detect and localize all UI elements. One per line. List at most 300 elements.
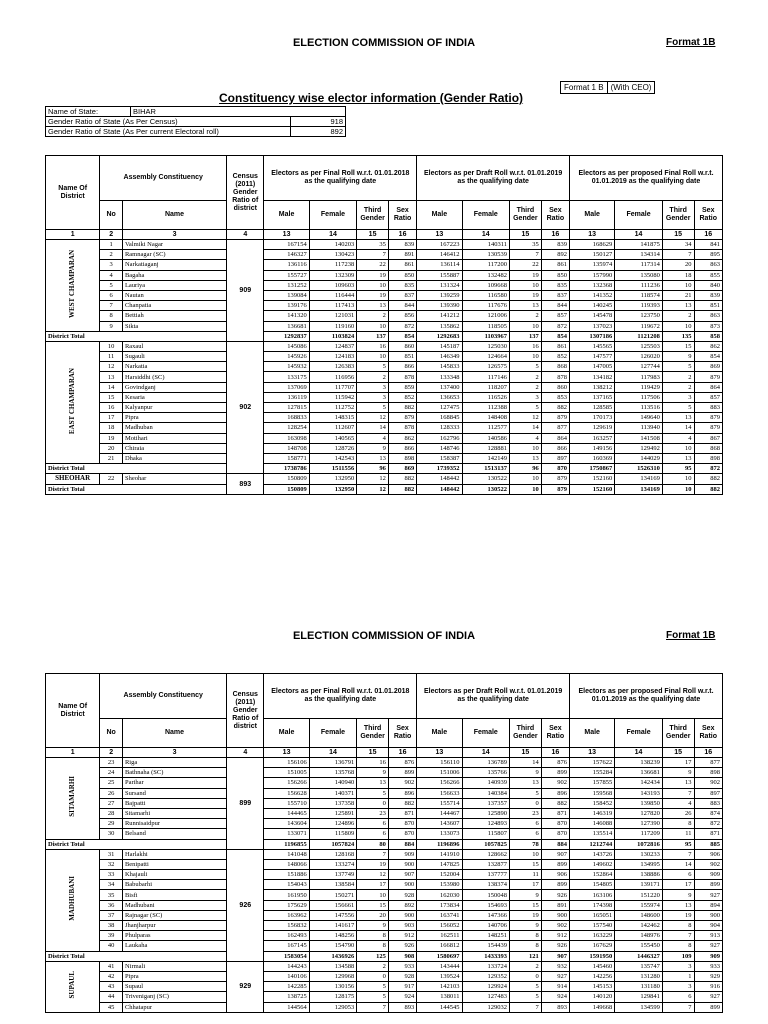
elector-value: 155710	[264, 798, 309, 808]
elector-value: 879	[541, 413, 569, 423]
elector-value: 928	[388, 971, 416, 981]
elector-value: 900	[694, 910, 722, 920]
ac-name: Chhatapur	[122, 1002, 226, 1012]
elector-value: 140940	[309, 778, 357, 788]
ac-name: Nautan	[122, 290, 226, 300]
elector-value: 167629	[570, 941, 615, 951]
census-gender-ratio: 926	[227, 849, 264, 961]
ac-number: 26	[100, 788, 123, 798]
elector-value: 163962	[264, 910, 309, 920]
elector-value: 157540	[570, 921, 615, 931]
elector-value: 10	[662, 474, 694, 484]
elector-value: 899	[694, 1002, 722, 1012]
ac-number: 37	[100, 910, 123, 920]
ac-number: 34	[100, 880, 123, 890]
elector-value: 133348	[417, 372, 462, 382]
ac-name: Kesaria	[122, 392, 226, 402]
elector-value: 7	[662, 788, 694, 798]
elector-value: 5	[357, 982, 389, 992]
elector-value: 136681	[615, 768, 663, 778]
ac-number: 18	[100, 423, 123, 433]
header-female: Female	[309, 201, 357, 230]
elector-value: 16	[357, 341, 389, 351]
elector-value: 143193	[615, 788, 663, 798]
ac-number: 14	[100, 382, 123, 392]
elector-value: 882	[541, 403, 569, 413]
elector-value: 134588	[309, 961, 357, 971]
elector-value: 146088	[570, 819, 615, 829]
elector-value: 871	[388, 808, 416, 818]
ac-number: 39	[100, 931, 123, 941]
elector-value: 157855	[570, 778, 615, 788]
ac-number: 22	[100, 474, 123, 484]
elector-value: 23	[357, 808, 389, 818]
table-row	[46, 240, 723, 250]
census-gender-ratio: 929	[227, 961, 264, 1012]
elector-value: 147366	[462, 910, 510, 920]
elector-value: 3	[510, 392, 542, 402]
ac-name: Jhanjharpur	[122, 921, 226, 931]
elector-value: 900	[541, 910, 569, 920]
elector-value: 878	[541, 372, 569, 382]
elector-value: 856	[388, 311, 416, 321]
table-row	[46, 910, 723, 920]
elector-value: 163741	[417, 910, 462, 920]
elector-value: 5	[510, 362, 542, 372]
elector-value: 871	[541, 808, 569, 818]
table-row	[46, 971, 723, 981]
elector-value: 6	[510, 819, 542, 829]
elector-value: 860	[541, 382, 569, 392]
table-row	[46, 829, 723, 839]
elector-value: 129352	[462, 971, 510, 981]
elector-value: 928	[388, 890, 416, 900]
table-row	[46, 413, 723, 423]
elector-value: 117707	[309, 382, 357, 392]
elector-value: 113940	[615, 423, 663, 433]
elector-value: 159568	[570, 788, 615, 798]
district-total-value: 134169	[615, 484, 663, 494]
elector-value: 117983	[615, 372, 663, 382]
elector-value: 9	[510, 890, 542, 900]
district-total-value: 908	[388, 951, 416, 961]
elector-value: 148442	[417, 474, 462, 484]
elector-value: 146412	[417, 250, 462, 260]
elector-value: 145187	[417, 341, 462, 351]
elector-value: 13	[662, 900, 694, 910]
document-title: Constituency wise elector information (Gender Ratio)	[219, 91, 524, 105]
ac-number: 33	[100, 870, 123, 880]
header-name: Name	[122, 201, 226, 230]
district-total-value: 1103967	[462, 331, 510, 341]
ac-number: 15	[100, 392, 123, 402]
elector-value: 839	[541, 240, 569, 250]
elector-value: 160369	[570, 453, 615, 463]
elector-value: 135974	[570, 260, 615, 270]
elector-value: 15	[510, 900, 542, 910]
ac-name: Bajpatti	[122, 798, 226, 808]
elector-value: 145932	[264, 362, 309, 372]
elector-value: 124893	[462, 819, 510, 829]
elector-value: 170173	[570, 413, 615, 423]
elector-value: 156633	[417, 788, 462, 798]
header-assembly-constituency: Assembly Constituency	[100, 674, 227, 719]
district-total-value: 109	[662, 951, 694, 961]
elector-value: 144545	[417, 1002, 462, 1012]
elector-value: 5	[357, 992, 389, 1002]
elector-value: 163257	[570, 433, 615, 443]
column-number: 2	[100, 230, 123, 240]
column-number: 14	[615, 230, 663, 240]
column-number: 16	[694, 230, 722, 240]
ac-name: Narkatiaganj	[122, 260, 226, 270]
elector-table-page-1	[45, 155, 723, 495]
elector-value: 870	[541, 829, 569, 839]
district-total-value: 1433393	[462, 951, 510, 961]
format-box-ceo: (With CEO)	[607, 82, 655, 94]
elector-value: 14	[357, 423, 389, 433]
elector-value: 140706	[462, 921, 510, 931]
elector-value: 139176	[264, 301, 309, 311]
district-total-value: 125	[357, 951, 389, 961]
table-row	[46, 321, 723, 331]
elector-value: 140106	[264, 971, 309, 981]
header-draft-roll-2019: Electors as per Draft Roll w.r.t. 01.01.2019 as the qualifying date	[417, 156, 570, 201]
column-number: 13	[264, 748, 309, 758]
district-name: EAST CHAMPARAN	[68, 367, 77, 435]
ac-number: 12	[100, 362, 123, 372]
elector-value: 132877	[462, 859, 510, 869]
elector-value: 861	[388, 260, 416, 270]
elector-value: 131324	[417, 280, 462, 290]
elector-value: 116526	[462, 392, 510, 402]
table-row	[46, 403, 723, 413]
elector-value: 153980	[417, 880, 462, 890]
elector-value: 917	[388, 982, 416, 992]
elector-value: 844	[388, 301, 416, 311]
page-title: ELECTION COMMISSION OF INDIA	[292, 37, 476, 49]
table-row	[46, 849, 723, 859]
elector-value: 143604	[264, 819, 309, 829]
elector-value: 133724	[462, 961, 510, 971]
elector-value: 156106	[264, 758, 309, 768]
elector-value: 125503	[615, 341, 663, 351]
elector-value: 10	[510, 443, 542, 453]
state-name-value: BIHAR	[131, 107, 346, 117]
elector-value: 134182	[570, 372, 615, 382]
elector-value: 141048	[264, 849, 309, 859]
ac-name: Lauriya	[122, 280, 226, 290]
column-number: 15	[510, 748, 542, 758]
elector-value: 851	[388, 352, 416, 362]
elector-value: 168833	[264, 413, 309, 423]
elector-value: 137400	[417, 382, 462, 392]
district-total-value: 1436926	[309, 951, 357, 961]
table-row	[46, 798, 723, 808]
elector-value: 16	[510, 341, 542, 351]
header-proposed-roll-2019: Electors as per proposed Final Roll w.r.t. 01.01.2019 as the qualifying date	[570, 156, 723, 201]
elector-value: 145478	[570, 311, 615, 321]
elector-value: 151886	[264, 870, 309, 880]
elector-value: 145565	[570, 341, 615, 351]
elector-value: 13	[357, 301, 389, 311]
district-name-cell	[46, 849, 100, 951]
elector-value: 878	[388, 372, 416, 382]
elector-value: 10	[510, 352, 542, 362]
table-row	[46, 778, 723, 788]
header-male: Male	[570, 201, 615, 230]
ac-name: Bagaha	[122, 270, 226, 280]
elector-value: 13	[357, 778, 389, 788]
district-total-value: 854	[388, 331, 416, 341]
ac-number: 8	[100, 311, 123, 321]
ac-number: 25	[100, 778, 123, 788]
column-number: 16	[541, 748, 569, 758]
district-total-value: 1580697	[417, 951, 462, 961]
elector-value: 926	[388, 941, 416, 951]
elector-value: 151220	[615, 890, 663, 900]
header-final-roll-2018: Electors as per Final Roll w.r.t. 01.01.2018 as the qualifying date	[264, 674, 417, 719]
ac-name: Bathnaha (SC)	[122, 768, 226, 778]
ac-number: 19	[100, 433, 123, 443]
elector-value: 140565	[309, 433, 357, 443]
elector-value: 136119	[264, 392, 309, 402]
ac-number: 23	[100, 758, 123, 768]
elector-value: 130156	[309, 982, 357, 992]
elector-value: 882	[541, 798, 569, 808]
column-number: 16	[388, 230, 416, 240]
elector-value: 868	[541, 362, 569, 372]
elector-value: 137357	[462, 798, 510, 808]
elector-value: 138725	[264, 992, 309, 1002]
elector-value: 144465	[264, 808, 309, 818]
column-number: 16	[694, 748, 722, 758]
elector-value: 13	[510, 778, 542, 788]
state-name-label: Name of State:	[46, 107, 131, 117]
district-name-cell	[46, 758, 100, 840]
elector-value: 882	[388, 798, 416, 808]
elector-value: 112388	[462, 403, 510, 413]
elector-value: 148315	[309, 413, 357, 423]
column-number: 14	[309, 748, 357, 758]
elector-value: 130233	[615, 849, 663, 859]
district-name-cell	[46, 240, 100, 332]
elector-value: 841	[694, 240, 722, 250]
ac-number: 45	[100, 1002, 123, 1012]
district-total-value: 872	[694, 464, 722, 474]
elector-value: 13	[662, 778, 694, 788]
elector-value: 837	[388, 290, 416, 300]
header-assembly-constituency: Assembly Constituency	[100, 156, 227, 201]
elector-value: 852	[388, 392, 416, 402]
ac-name: Benipatti	[122, 859, 226, 869]
ac-name: Babubarhi	[122, 880, 226, 890]
elector-value: 844	[541, 301, 569, 311]
elector-value: 137358	[309, 798, 357, 808]
elector-value: 873	[694, 321, 722, 331]
elector-table-page-2	[45, 673, 723, 1013]
column-number: 1	[46, 230, 100, 240]
table-row	[46, 819, 723, 829]
elector-value: 127475	[417, 403, 462, 413]
elector-value: 891	[388, 250, 416, 260]
district-total-value: 1738786	[264, 464, 309, 474]
elector-value: 133073	[417, 829, 462, 839]
census-ratio-value: 918	[291, 117, 346, 127]
elector-value: 902	[694, 859, 722, 869]
district-total-value: 1072816	[615, 839, 663, 849]
elector-value: 133274	[309, 859, 357, 869]
header-female: Female	[615, 719, 663, 748]
elector-value: 144564	[264, 1002, 309, 1012]
table-row	[46, 758, 723, 768]
district-total-value: 885	[694, 839, 722, 849]
elector-value: 13	[662, 413, 694, 423]
elector-value: 138886	[615, 870, 663, 880]
elector-value: 125890	[462, 808, 510, 818]
ac-name: Supaul	[122, 982, 226, 992]
elector-value: 162796	[417, 433, 462, 443]
header-sex-ratio: Sex Ratio	[694, 201, 722, 230]
elector-value: 4	[662, 798, 694, 808]
district-total-value: 1750867	[570, 464, 615, 474]
column-number: 13	[570, 230, 615, 240]
elector-value: 124896	[309, 819, 357, 829]
ac-name: Parihar	[122, 778, 226, 788]
elector-value: 0	[357, 798, 389, 808]
elector-value: 870	[388, 829, 416, 839]
elector-value: 879	[694, 423, 722, 433]
elector-value: 167145	[264, 941, 309, 951]
elector-value: 10	[662, 280, 694, 290]
column-number: 13	[417, 230, 462, 240]
elector-value: 112752	[309, 403, 357, 413]
elector-value: 852	[541, 352, 569, 362]
elector-value: 140384	[462, 788, 510, 798]
district-total-value: 1292837	[264, 331, 309, 341]
elector-value: 116956	[309, 372, 357, 382]
table-row	[46, 423, 723, 433]
elector-value: 154043	[264, 880, 309, 890]
elector-value: 9	[510, 768, 542, 778]
elector-value: 135768	[309, 768, 357, 778]
column-number: 4	[227, 230, 264, 240]
elector-value: 927	[694, 941, 722, 951]
ac-name: Chanpatia	[122, 301, 226, 311]
ac-number: 6	[100, 290, 123, 300]
elector-value: 5	[510, 403, 542, 413]
elector-value: 19	[357, 270, 389, 280]
elector-value: 12	[510, 413, 542, 423]
elector-value: 154790	[309, 941, 357, 951]
elector-value: 10	[510, 280, 542, 290]
elector-value: 7	[662, 931, 694, 941]
elector-value: 906	[694, 849, 722, 859]
elector-value: 136116	[264, 260, 309, 270]
elector-value: 10	[357, 890, 389, 900]
elector-value: 9	[662, 890, 694, 900]
district-total-value: 884	[388, 839, 416, 849]
elector-value: 924	[541, 992, 569, 1002]
elector-value: 151006	[417, 768, 462, 778]
elector-value: 909	[388, 849, 416, 859]
elector-value: 126383	[309, 362, 357, 372]
header-sex-ratio: Sex Ratio	[694, 719, 722, 748]
ac-name: Runnisaidpur	[122, 819, 226, 829]
column-number: 2	[100, 748, 123, 758]
elector-value: 876	[541, 758, 569, 768]
header-male: Male	[417, 719, 462, 748]
header-male: Male	[264, 201, 309, 230]
format-label-2: Format 1B	[666, 630, 716, 641]
elector-value: 145926	[264, 352, 309, 362]
district-total-value: 137	[510, 331, 542, 341]
elector-value: 163098	[264, 433, 309, 443]
district-total-value: 1526310	[615, 464, 663, 474]
elector-value: 132950	[309, 474, 357, 484]
elector-value: 10	[510, 474, 542, 484]
table-row	[46, 443, 723, 453]
elector-value: 892	[388, 900, 416, 910]
ac-number: 36	[100, 900, 123, 910]
elector-value: 139171	[615, 880, 663, 890]
elector-value: 8	[662, 819, 694, 829]
header-district: Name Of District	[46, 674, 100, 748]
elector-value: 167223	[417, 240, 462, 250]
elector-value: 148066	[264, 859, 309, 869]
district-total-value: 1511556	[309, 464, 357, 474]
elector-value: 882	[388, 474, 416, 484]
elector-value: 134995	[615, 859, 663, 869]
census-gender-ratio: 893	[227, 474, 264, 494]
census-gender-ratio: 902	[227, 341, 264, 473]
elector-value: 132309	[309, 270, 357, 280]
elector-value: 870	[541, 819, 569, 829]
district-total-value: 879	[541, 484, 569, 494]
elector-value: 130423	[309, 250, 357, 260]
elector-value: 927	[541, 971, 569, 981]
table-row	[46, 250, 723, 260]
ac-name: Nirmali	[122, 961, 226, 971]
elector-value: 10	[357, 280, 389, 290]
elector-value: 148600	[615, 910, 663, 920]
elector-value: 2	[357, 311, 389, 321]
elector-value: 5	[662, 403, 694, 413]
elector-value: 157622	[570, 758, 615, 768]
district-total-value: 10	[662, 484, 694, 494]
elector-value: 3	[357, 392, 389, 402]
elector-value: 127820	[615, 808, 663, 818]
elector-value: 2	[662, 382, 694, 392]
elector-value: 5	[510, 788, 542, 798]
elector-value: 864	[694, 382, 722, 392]
column-number: 15	[510, 230, 542, 240]
elector-value: 3	[357, 382, 389, 392]
elector-value: 6	[357, 829, 389, 839]
elector-value: 163229	[570, 931, 615, 941]
elector-value: 124664	[462, 352, 510, 362]
elector-value: 133071	[264, 829, 309, 839]
district-total-value: 137	[357, 331, 389, 341]
district-total-value: 1057825	[462, 839, 510, 849]
ac-name: Triveniganj (SC)	[122, 992, 226, 1002]
elector-value: 140371	[309, 788, 357, 798]
elector-value: 117676	[462, 301, 510, 311]
elector-value: 136681	[264, 321, 309, 331]
elector-value: 145086	[264, 341, 309, 351]
elector-value: 151005	[264, 768, 309, 778]
district-total-row	[46, 839, 723, 849]
